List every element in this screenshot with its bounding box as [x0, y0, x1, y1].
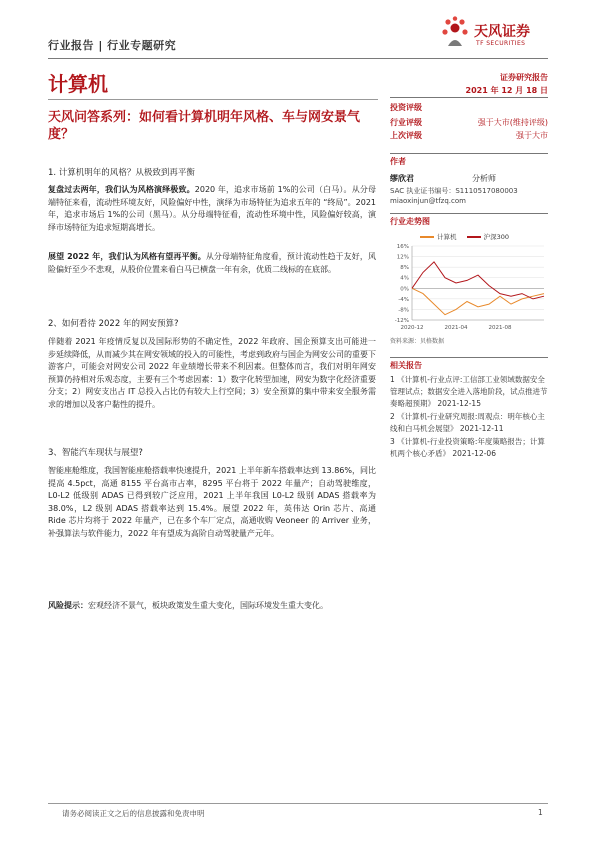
section-heading: 3、智能汽车现状与展望? [48, 448, 143, 458]
series-line-hs300 [412, 262, 544, 299]
legend-label-computer: 计算机 [437, 233, 457, 241]
paragraph-text: 伴随着 2021 年疫情反复以及国际形势的不确定性，2022 年政府、国企预算支出可能进一步延续降低，从而减少其在网安领域的投入的可能性，考虑到政府与国企为网安公司的重要下游客户，可能会对网安公司 2022 年业绩增长带来不利因素。但整体而言，我们对明年网安预算仍持相对乐观态度，主要有三个考虑因素：1）数字化转型加速，网安为数字化经济重要分支；2）网安支出占 IT 总投入占比仍有较大上行空间；3）安全预算的集中带来安全服务需求的增加以及客户黏性的提升。 [48, 337, 376, 409]
y-tick-label: 4% [400, 275, 409, 282]
rating-block [390, 102, 548, 143]
report-kind: 证券研究报告 [500, 73, 548, 82]
report-type-label: 行业报告 | 行业专题研究 [48, 39, 177, 52]
y-tick-label: 12% [396, 254, 409, 261]
trend-chart [390, 240, 548, 332]
legend-swatch-computer [420, 236, 434, 238]
section-heading: 1. 计算机明年的风格？从极致到再平衡 [48, 168, 195, 178]
y-tick-label: -8% [398, 307, 409, 314]
industry-rating-row [390, 117, 548, 128]
author-role: 分析师 [472, 174, 496, 183]
y-tick-label: -4% [398, 296, 409, 303]
legend-label-hs300: 沪深300 [483, 233, 509, 241]
risk-paragraph [48, 600, 376, 613]
brand-logo-icon [440, 16, 470, 50]
body-paragraph [48, 465, 376, 540]
author-license: SAC 执业证书编号：S1110517080003 [390, 187, 518, 195]
author-heading: 作者 [390, 157, 406, 166]
x-tick-label: 2020-12 [400, 325, 424, 331]
related-report-link[interactable]: 3 《计算机-行业投资策略:年度策略报告；计算机两个核心矛盾》 2021-12-06 [390, 437, 545, 458]
y-tick-label: 0% [400, 286, 409, 293]
rating-heading: 投资评级 [390, 103, 422, 112]
date-divider [390, 97, 548, 98]
chart-source: 资料来源：贝格数据 [390, 338, 445, 345]
paragraph-text: 智能座舱维度，我国智能座舱搭载率快速提升，2021 上半年新车搭载率达到 13.86%，同比提高 4.5pct，高通 8155 平台高市占率，8295 平台将于 2022 年量产；自动驾驶维度，L0-L2 低级别 ADAS 已得到较广泛应用，2021 上半年我国 L0-L2 级别 ADAS 搭载率为 38.0%，L2 级别 ADAS 搭载率达到 15.4%。展望 2022 年，英伟达 Orin 芯片、高通 Ride 芯片均将于 2022 年量产，已在多个车厂定点，高通收购 Veoneer 的 Arriver 业务，补强算法与软件能力，2022 年有望成为高阶自动驾驶量产元年。 [48, 466, 376, 538]
y-tick-label: -12% [394, 318, 409, 324]
body-paragraph [48, 336, 376, 411]
section-heading: 2、如何看待 2022 年的网安预算? [48, 319, 179, 329]
x-tick-label: 2021-08 [488, 325, 512, 331]
footer-disclaimer: 请务必阅读正文之后的信息披露和免责申明 [62, 809, 205, 818]
page-number: 1 [538, 808, 543, 817]
brand-name-en: TF SECURITIES [476, 40, 526, 47]
sector-divider [48, 99, 378, 100]
related-heading: 相关报告 [390, 361, 422, 370]
risk-lead: 风险提示： [48, 601, 88, 610]
previous-rating-value: 强于大市 [516, 131, 548, 140]
paragraph-lead: 展望 2022 年，我们认为风格有望再平衡。 [48, 252, 206, 261]
paragraph-lead: 复盘过去两年，我们认为风格演绎极致。 [48, 185, 195, 194]
author-block [390, 156, 548, 205]
legend-swatch-hs300 [467, 236, 481, 238]
trend-divider [390, 213, 548, 214]
report-date: 2021 年 12 月 18 日 [465, 86, 548, 95]
y-tick-label: 8% [400, 265, 409, 272]
paragraph-text: 2020 年，追求市场前 1%的公司（白马）。从分母端特征来看，流动性环境友好，风险偏好中性，演绎为市场特征为追求五年的 “终局”。2021 年，追求市场后 1%的公司（黑马）。从分母端特征看，流动性环境中性，风险偏好较高，演绎市场特征为追求短期高增长。 [48, 185, 376, 232]
author-row [390, 173, 548, 184]
industry-rating-value: 强于大市(维持评级) [477, 118, 548, 127]
series-line-computer [412, 288, 544, 314]
related-report-link[interactable]: 1 《计算机-行业点评:工信部工业领域数据安全管理试点；数据安全进入落地阶段，试点推进节奏略超预期》 2021-12-15 [390, 375, 548, 408]
paragraph-text: 从分母端特征角度看，预计流动性趋于友好，风险偏好至少不悲观，从股价位置来看白马已横盘一年有余，优质二线标的在底部。 [48, 252, 376, 274]
body-paragraph [48, 251, 376, 276]
previous-rating-label: 上次评级 [390, 131, 422, 140]
related-report-link[interactable]: 2 《计算机-行业研究周报:周观点：明年核心主线和白马机会展望》 2021-12-11 [390, 412, 545, 433]
report-title: 天风问答系列：如何看计算机明年风格、车与网安景气度？ [48, 110, 361, 142]
footer-divider [48, 803, 548, 804]
body-paragraph [48, 184, 376, 234]
author-divider [390, 153, 548, 154]
related-block [390, 360, 548, 461]
author-name: 缪欣君 [390, 174, 414, 183]
previous-rating-row [390, 130, 548, 141]
brand-name: 天风证券 [474, 24, 530, 40]
header-divider [48, 58, 548, 59]
sector-title: 计算机 [48, 72, 108, 96]
y-tick-label: 16% [396, 244, 409, 250]
related-divider [390, 357, 548, 358]
author-email: miaoxinjun@tfzq.com [390, 197, 466, 205]
industry-rating-label: 行业评级 [390, 118, 422, 127]
x-tick-label: 2021-04 [444, 325, 468, 331]
risk-text: 宏观经济不景气，板块政策发生重大变化，国际环境发生重大变化。 [88, 601, 328, 610]
trend-heading: 行业走势图 [390, 217, 430, 226]
